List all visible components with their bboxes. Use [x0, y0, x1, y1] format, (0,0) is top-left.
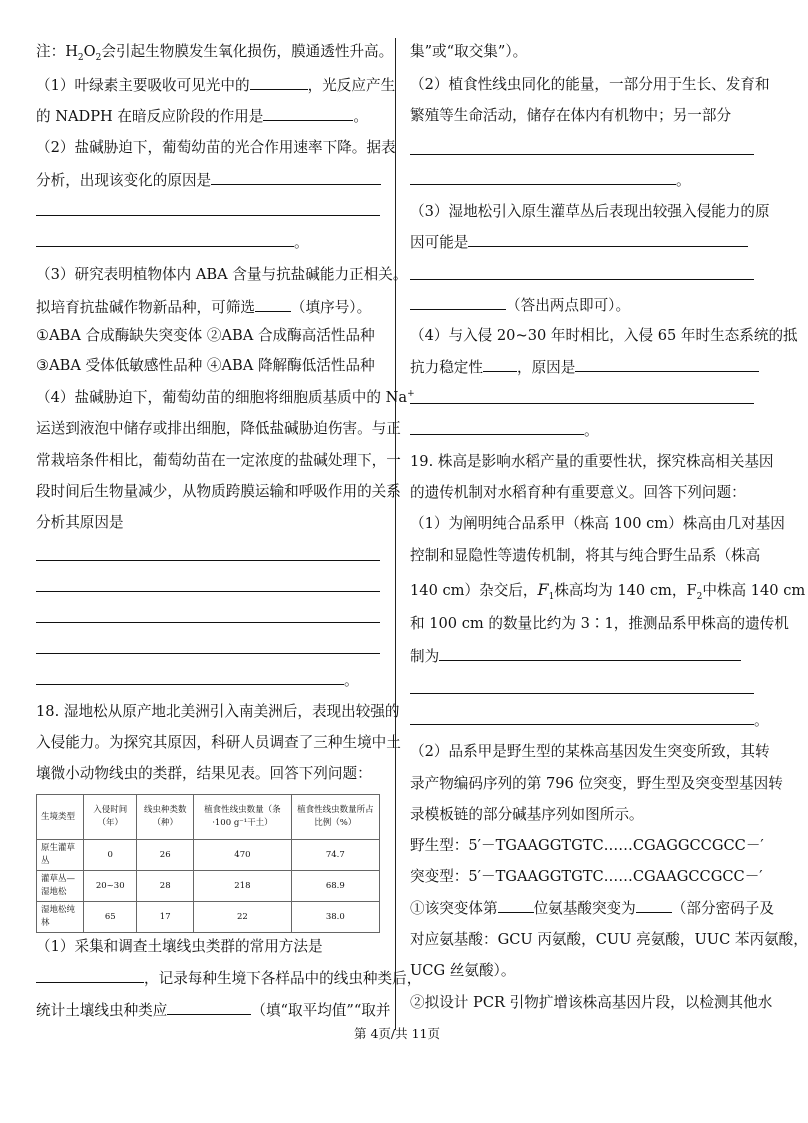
- blank[interactable]: [250, 75, 308, 90]
- table-row: [37, 871, 380, 902]
- q19-2-1-line3: UCG 丝氨酸）。: [410, 962, 516, 979]
- table-header: 生境类型: [37, 795, 84, 840]
- table-header: 线虫种类数（种）: [137, 795, 194, 840]
- blank[interactable]: [36, 968, 144, 983]
- blank[interactable]: [410, 170, 676, 185]
- q19-2-line3: 录模板链的部分碱基序列如图所示。: [410, 806, 644, 823]
- q19-2-1-line1: ①该突变体第 位氨基酸突变为 （部分密码子及: [410, 900, 774, 917]
- q17-3-line2: 拟培育抗盐碱作物新品种，可筛选 （填序号）。: [36, 299, 372, 316]
- note-line: 注：$H_2O_2$会引起生物膜发生氧化损伤，膜通透性升高。: [36, 43, 394, 63]
- blank[interactable]: [410, 420, 584, 435]
- mutant-sequence: 突变型：5′－TGAAGGTGTC……CGAAGCCGCC－′: [410, 868, 763, 885]
- q19-2-2-line1: ②拟设计 PCR 引物扩增该株高基因片段，以检测其他水: [410, 994, 773, 1011]
- answer-line[interactable]: [36, 560, 380, 561]
- answer-line[interactable]: [410, 279, 754, 280]
- q17-4-line4: 段时间后生物量减少，从物质跨膜运输和呼吸作用的关系: [36, 483, 401, 500]
- q18-1-line3: 统计土壤线虫种类应 （填“取平均值”“取并: [36, 1002, 391, 1019]
- table-cell: 38.0: [291, 902, 379, 933]
- blank[interactable]: [468, 232, 748, 247]
- table-cell: 17: [137, 902, 194, 933]
- q17-2-line1: （2）盐碱胁迫下，葡萄幼苗的光合作用速率下降。据表: [36, 139, 396, 156]
- column-divider: [395, 38, 396, 1030]
- table-cell: 22: [194, 902, 291, 933]
- q18-1-cont: 集”或“取交集”）。: [410, 43, 528, 60]
- q18-stem-line2: 入侵能力。为探究其原因，科研人员调查了三种生境中土: [36, 734, 401, 751]
- q18-2-line2: 繁殖等生命活动，储存在体内有机物中；另一部分: [410, 107, 732, 124]
- q18-3-line1: （3）湿地松引入原生灌草丛后表现出较强入侵能力的原: [410, 203, 770, 220]
- q19-1-line1: （1）为阐明纯合品系甲（株高 100 cm）株高由几对基因: [410, 515, 785, 532]
- option-line2: ③ABA 受体低敏感性品种 ④ABA 降解酶低活性品种: [36, 357, 375, 374]
- q18-2-line1: （2）植食性线虫同化的能量，一部分用于生长、发育和: [410, 76, 770, 93]
- blank[interactable]: [211, 170, 381, 185]
- q18-2-end: 。: [410, 170, 691, 191]
- blank[interactable]: [410, 710, 754, 725]
- q18-1-line2: ，记录每种生境下各样品中的线虫种类后，: [36, 968, 421, 989]
- table-row: [37, 902, 380, 933]
- q19-stem-line1: 19. 株高是影响水稻产量的重要性状，探究株高相关基因: [410, 453, 774, 470]
- q18-4-line2: 抗力稳定性 ，原因是: [410, 357, 759, 378]
- q17-2-line2: 分析，出现该变化的原因是: [36, 170, 381, 191]
- q18-1-line1: （1）采集和调查土壤线虫类群的常用方法是: [36, 938, 323, 955]
- table-cell: 原生灌草丛: [37, 840, 84, 871]
- q19-2-1-line2: 对应氨基酸：GCU 丙氨酸，CUU 亮氨酸，UUC 苯丙氨酸，: [410, 931, 808, 948]
- q17-1-line1: （1）叶绿素主要吸收可见光中的 ，光反应产生: [36, 77, 396, 94]
- q18-stem-line1: 18. 湿地松从原产地北美洲引入南美洲后，表现出较强的: [36, 703, 400, 720]
- blank[interactable]: [439, 646, 741, 661]
- table-cell: 470: [194, 840, 291, 871]
- table-row: [37, 840, 380, 871]
- blank[interactable]: [636, 898, 672, 913]
- q18-4-end: 。: [410, 420, 599, 441]
- answer-line[interactable]: [36, 653, 380, 654]
- answer-line[interactable]: [410, 154, 754, 155]
- q19-stem-line2: 的遗传机制对水稻育种有重要意义。回答下列问题：: [410, 484, 746, 501]
- table-cell: 68.9: [291, 871, 379, 902]
- blank[interactable]: [263, 106, 353, 121]
- q19-1-end: 。: [410, 710, 769, 731]
- q17-4-line5: 分析其原因是: [36, 514, 124, 531]
- q19-1-line3: 140 cm）杂交后，$F_1$株高均为 140 cm，$F_2$中株高 140 cm: [410, 580, 806, 602]
- table-cell: 65: [84, 902, 137, 933]
- table-cell: 218: [194, 871, 291, 902]
- blank[interactable]: [483, 357, 517, 372]
- table-cell: 0: [84, 840, 137, 871]
- table-cell: 26: [137, 840, 194, 871]
- table-header: 植食性线虫数量（条·100 g⁻¹干土）: [194, 795, 291, 840]
- q18-4-line1: （4）与入侵 20~30 年时相比，入侵 65 年时生态系统的抵: [410, 327, 798, 344]
- table-header-row: [37, 795, 380, 840]
- table-header: 入侵时间（年）: [84, 795, 137, 840]
- table-cell: 灌草丛—湿地松: [37, 871, 84, 902]
- option-line1: ①ABA 合成酶缺失突变体 ②ABA 合成酶高活性品种: [36, 327, 375, 344]
- table-cell: 74.7: [291, 840, 379, 871]
- q17-4-end: 。: [36, 670, 359, 691]
- q19-1-line5: 制为: [410, 646, 741, 667]
- blank[interactable]: [36, 670, 344, 685]
- answer-line[interactable]: [410, 693, 754, 694]
- q19-1-line2: 控制和显隐性等遗传机制，将其与纯合野生品系（株高: [410, 547, 761, 564]
- q17-1-line2: 的 NADPH 在暗反应阶段的作用是 。: [36, 108, 368, 125]
- blank[interactable]: [36, 232, 294, 247]
- blank[interactable]: [410, 295, 506, 310]
- q18-stem-line3: 壤微小动物线虫的类群，结果见表。回答下列问题：: [36, 765, 372, 782]
- q17-4-line2: 运送到液泡中储存或排出细胞，降低盐碱胁迫伤害。与正: [36, 420, 401, 437]
- blank[interactable]: [255, 297, 291, 312]
- answer-line[interactable]: [36, 622, 380, 623]
- q18-3-line2: 因可能是: [410, 232, 748, 253]
- blank[interactable]: [498, 898, 534, 913]
- q17-4-line1: （4）盐碱胁迫下，葡萄幼苗的细胞将细胞质基质中的 Na+: [36, 389, 415, 406]
- answer-line[interactable]: [36, 215, 380, 216]
- page-footer: 第 4页/共 11页: [353, 1026, 441, 1041]
- q18-3-end: （答出两点即可）。: [410, 295, 630, 316]
- q19-1-line4: 和 100 cm 的数量比约为 3∶1，推测品系甲株高的遗传机: [410, 615, 789, 632]
- wild-type-sequence: 野生型：5′－TGAAGGTGTC……CGAGGCCGCC－′: [410, 837, 764, 854]
- q19-2-line1: （2）品系甲是野生型的某株高基因发生突变所致，其转: [410, 743, 770, 760]
- q19-2-line2: 录产物编码序列的第 796 位突变，野生型及突变型基因转: [410, 775, 783, 792]
- q17-4-line3: 常栽培条件相比，葡萄幼苗在一定浓度的盐碱处理下，一: [36, 452, 401, 469]
- blank[interactable]: [575, 357, 759, 372]
- table-cell: 20~30: [84, 871, 137, 902]
- table-cell: 湿地松纯林: [37, 902, 84, 933]
- answer-line[interactable]: [410, 403, 754, 404]
- q17-3-line1: （3）研究表明植物体内 ABA 含量与抗盐碱能力正相关。: [36, 266, 408, 283]
- answer-line[interactable]: [36, 591, 380, 592]
- table-cell: 28: [137, 871, 194, 902]
- nematode-table: [36, 794, 380, 933]
- table-header: 植食性线虫数量所占比例（%）: [291, 795, 379, 840]
- blank[interactable]: [167, 1000, 251, 1015]
- q17-2-end: 。: [36, 232, 309, 253]
